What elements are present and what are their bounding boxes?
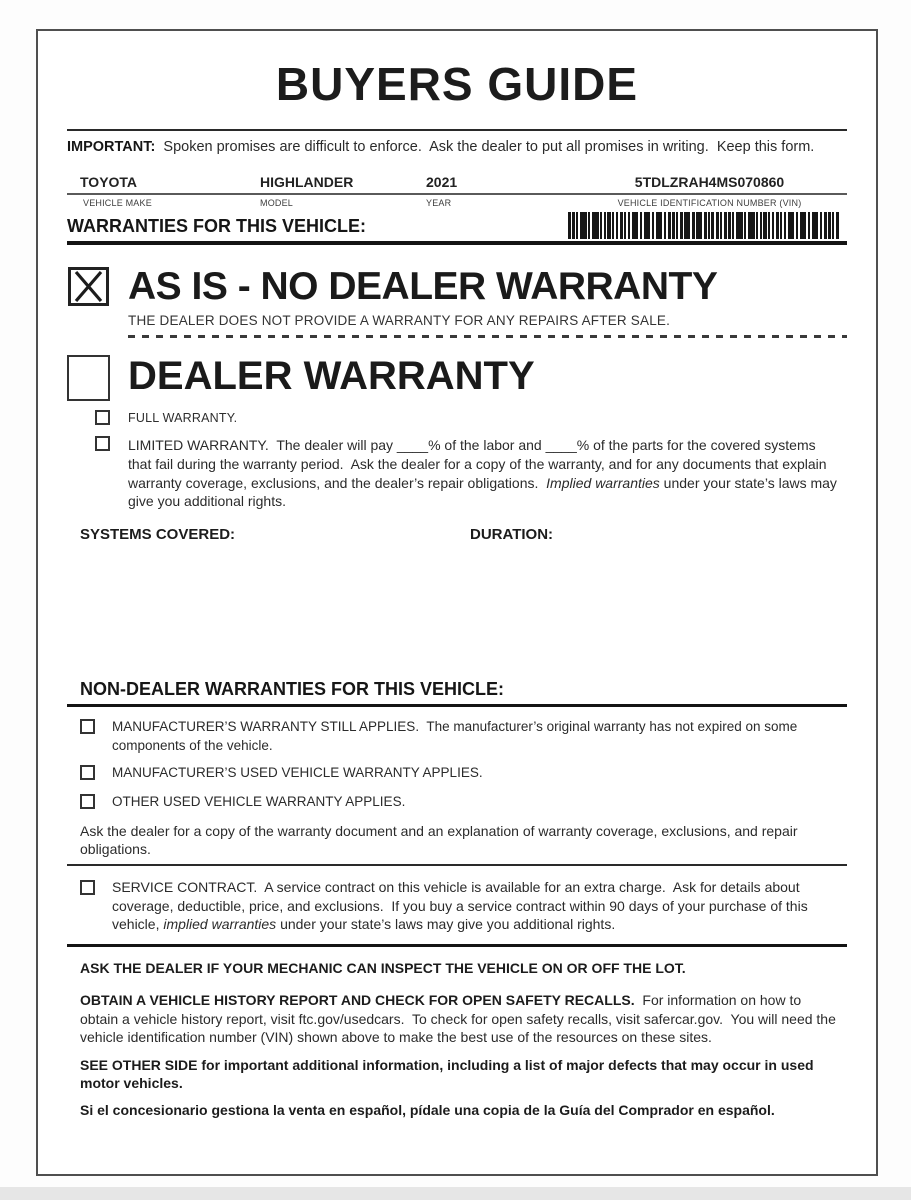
- full-warranty-row: [95, 410, 847, 425]
- other-used-warranty-checkbox[interactable]: [80, 794, 95, 809]
- limited-warranty-implied-warranties: Implied warranties: [546, 474, 660, 491]
- service-contract-text-before: SERVICE CONTRACT. A service contract on this vehicle is available for an extra charge. Ask for details about coverage, deductible, price, and exclusions. If you buy a service contract within 90 days of your purchase of this vehicle,: [112, 879, 812, 933]
- vehicle-year-label: YEAR: [426, 198, 452, 209]
- manufacturers-warranty-text: MANUFACTURER’S WARRANTY STILL APPLIES. The manufacturer’s original warranty has not expired on some components of the vehicle.: [112, 719, 802, 753]
- other-used-warranty-row: [80, 793, 847, 811]
- vehicle-year-value: 2021: [426, 174, 458, 191]
- limited-warranty-text-before: LIMITED WARRANTY. The dealer will pay ____% of the labor and ____% of the parts for the covered systems that fail during the warranty period. Ask the dealer for a copy of the warranty, and for any documents that explain warranty coverage, exclusions, and the dealer’s repair obligations.: [128, 437, 831, 491]
- duration-label: DURATION:: [470, 525, 554, 543]
- limited-warranty-text: [128, 436, 840, 510]
- warranties-header-row: [67, 212, 847, 239]
- vehicle-history-note: [80, 991, 840, 1046]
- as-is-section: [67, 267, 847, 328]
- service-contract-row: [80, 878, 847, 934]
- see-other-side-note: SEE OTHER SIDE for important additional information, including a list of major defects that may occur in used motor vehicles.: [80, 1057, 818, 1091]
- divider: [67, 129, 847, 131]
- service-contract-implied-warranties: implied warranties: [163, 916, 277, 933]
- vehicle-vin-label: VEHICLE IDENTIFICATION NUMBER (VIN): [617, 198, 802, 209]
- vehicle-model-label: MODEL: [260, 198, 294, 209]
- page-title: BUYERS GUIDE: [275, 58, 639, 110]
- warranty-document-note: Ask the dealer for a copy of the warranty document and an explanation of warranty coverage, exclusions, and repair obligations.: [80, 823, 802, 858]
- as-is-checkbox[interactable]: [68, 267, 109, 306]
- as-is-subtitle: THE DEALER DOES NOT PROVIDE A WARRANTY FOR ANY REPAIRS AFTER SALE.: [128, 313, 671, 329]
- divider: [67, 864, 847, 867]
- vehicle-info: [67, 174, 847, 208]
- limited-warranty-checkbox[interactable]: [95, 436, 110, 451]
- important-text: Spoken promises are difficult to enforce. Ask the dealer to put all promises in writing. Keep this form.: [155, 138, 815, 155]
- limited-warranty-row: [95, 436, 847, 510]
- dashed-divider: [128, 335, 847, 338]
- dealer-warranty-title: DEALER WARRANTY: [128, 354, 535, 399]
- systems-covered-label: SYSTEMS COVERED:: [80, 525, 236, 543]
- important-label: IMPORTANT:: [67, 138, 156, 155]
- important-note: [67, 138, 847, 157]
- x-mark-icon: [72, 270, 105, 303]
- spanish-note: Si el concesionario gestiona la venta en español, pídale una copia de la Guía del Comprador en español.: [80, 1102, 775, 1119]
- systems-duration-row: [80, 526, 847, 543]
- buyers-guide-form: [36, 29, 878, 1176]
- vehicle-vin-value: 5TDLZRAH4MS070860: [634, 174, 785, 191]
- full-warranty-label: FULL WARRANTY.: [128, 410, 238, 425]
- bottom-strip: [0, 1187, 911, 1200]
- service-contract-text: [112, 878, 847, 934]
- divider: [67, 944, 847, 948]
- divider: [67, 241, 847, 245]
- vehicle-values-row: [67, 174, 847, 195]
- service-contract-checkbox[interactable]: [80, 880, 95, 895]
- vehicle-make-value: TOYOTA: [80, 174, 138, 191]
- vehicle-history-text: For information on how to obtain a vehicle history report, visit ftc.gov/usedcars. To check for open safety recalls, visit safercar.gov. You will need the vehicle identification number (VIN) shown above to make the best use of the resources on these sites.: [80, 992, 840, 1045]
- vehicle-make-label: VEHICLE MAKE: [83, 198, 152, 209]
- manufacturers-used-warranty-checkbox[interactable]: [80, 765, 95, 780]
- manufacturers-warranty-row: [80, 718, 847, 754]
- service-contract-text-after: under your state’s laws may give you additional rights.: [276, 916, 616, 933]
- mechanic-inspection-note: ASK THE DEALER IF YOUR MECHANIC CAN INSPECT THE VEHICLE ON OR OFF THE LOT.: [80, 960, 686, 977]
- non-dealer-heading: NON-DEALER WARRANTIES FOR THIS VEHICLE:: [80, 678, 505, 699]
- limited-warranty-text-after: under your state’s laws may give you additional rights.: [128, 474, 841, 510]
- warranties-heading: WARRANTIES FOR THIS VEHICLE:: [67, 216, 367, 237]
- other-used-warranty-text: OTHER USED VEHICLE WARRANTY APPLIES.: [112, 794, 406, 810]
- manufacturers-used-warranty-row: [80, 764, 847, 782]
- dealer-warranty-checkbox[interactable]: [67, 355, 110, 401]
- vehicle-labels-row: [67, 195, 847, 208]
- as-is-title: AS IS - NO DEALER WARRANTY: [128, 265, 718, 309]
- full-warranty-checkbox[interactable]: [95, 410, 110, 425]
- divider: [67, 704, 847, 708]
- vin-barcode: [568, 212, 840, 239]
- manufacturers-warranty-checkbox[interactable]: [80, 719, 95, 734]
- vehicle-history-lead: OBTAIN A VEHICLE HISTORY REPORT AND CHECK FOR OPEN SAFETY RECALLS.: [80, 992, 635, 1009]
- manufacturers-used-warranty-text: MANUFACTURER’S USED VEHICLE WARRANTY APPLIES.: [112, 764, 483, 780]
- dealer-warranty-section: [67, 355, 847, 401]
- vehicle-model-value: HIGHLANDER: [260, 174, 354, 191]
